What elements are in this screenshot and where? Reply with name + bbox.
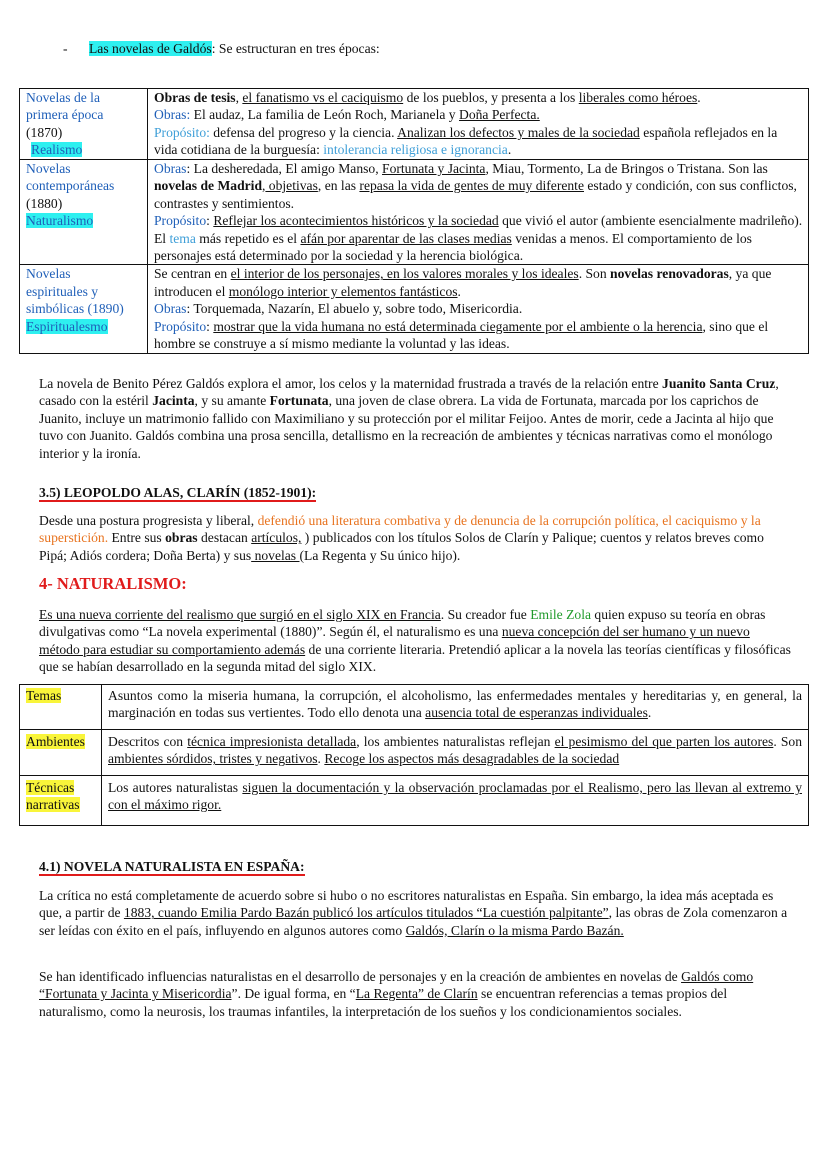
table-row — [20, 265, 809, 354]
period-line: simbólicas (1890) — [26, 301, 124, 317]
period-line: Novelas — [26, 161, 71, 176]
text-underlined: siguen la documentación y la observación proclamadas por el Realismo, pero las llevan al extremo y con el máximo rigor. — [108, 780, 802, 813]
text-green: Emile Zola — [530, 607, 592, 622]
fortunata-paragraph — [39, 375, 793, 462]
text: Desde una postura progresista y liberal, — [39, 513, 258, 528]
row-label-cell — [20, 685, 102, 730]
text-underlined: Reflejar los acontecimientos históricos y la sociedad — [213, 213, 499, 229]
table-row — [20, 89, 809, 160]
section-title: 4.1) NOVELA NATURALISTA EN ESPAÑA: — [39, 859, 305, 874]
text: Entre sus — [108, 530, 166, 546]
text: , sino que el hombre se construye a sí mismo mediante la voluntad y las ideas. — [154, 318, 769, 352]
text: , — [235, 90, 243, 105]
period-cell — [20, 89, 148, 160]
row-content-cell — [102, 730, 809, 776]
text: : — [206, 213, 214, 229]
text: La novela de Benito Pérez Galdós explora el amor, los celos y la maternidad frustrada a través de la relación entre — [39, 376, 663, 391]
text-underlined: monólogo interior y elementos fantásticos — [228, 283, 458, 299]
text-underlined: liberales como héroes — [578, 90, 698, 105]
movement-badge: Espiritualesmo — [26, 318, 108, 334]
text-underlined: novelas — [251, 547, 300, 563]
text: . — [457, 283, 461, 299]
text-bold: obras — [165, 530, 198, 546]
text: Los autores naturalistas — [108, 780, 243, 795]
obras-label: Obras — [154, 161, 187, 176]
period-line: contemporáneas — [26, 178, 115, 194]
text-underlined: La Regenta” de Clarín — [355, 986, 478, 1002]
obras-label: Obras: — [154, 107, 191, 123]
text: : La desheredada, El amigo Manso, — [186, 161, 383, 176]
text: : — [206, 318, 214, 334]
text: quien expuso su teoría en obras divulgativas como “La novela experimental (1880)”. Según él, el naturalismo es una — [39, 607, 766, 640]
text-bold: Jacinta — [152, 393, 195, 409]
text-bold: novelas de Madrid — [154, 178, 262, 194]
text-orange: defendió una literatura combativa y de denuncia de la corrupción política, el caciquismo y la superstición. — [39, 513, 761, 546]
text: . — [317, 751, 325, 767]
text-underlined: objetivas — [265, 178, 318, 194]
text-underlined: el pesimismo del que parten los autores — [554, 734, 774, 749]
ambientes-label: Ambientes — [26, 734, 85, 749]
proposito-label: Propósito — [154, 213, 207, 229]
bullet-dash: - — [63, 41, 68, 56]
galdos-highlight: Las novelas de Galdós — [89, 41, 212, 56]
text: de los pueblos, y presenta a los — [403, 90, 579, 105]
text: de una corriente literaria. Pretendió aplicar a la novela las teorías científicas y filosóficas que se habían desarrollado en la segunda mitad del siglo XIX. — [39, 641, 791, 675]
period-cell — [20, 265, 148, 354]
text: Descritos con — [108, 734, 188, 749]
text-underlined: Recoge los aspectos más desagradables de la sociedad — [324, 751, 620, 767]
text: ”. De igual forma, en “ — [231, 986, 356, 1002]
text: destacan — [197, 530, 252, 546]
proposito-label: Propósito: — [154, 124, 210, 140]
tecnicas-label: narrativas — [26, 797, 80, 813]
naturalismo-table — [19, 684, 809, 826]
text: ) publicados con los títulos Solos de Clarín y Palique; cuentos y relatos breves como Pipá; Adiós cordera; Doña Berta) y sus — [39, 530, 764, 563]
period-line: (1870) — [26, 124, 63, 140]
text-underlined: afán por aparentar de las clases medias — [300, 230, 512, 246]
period-description — [148, 89, 809, 160]
text-underlined: repasa la vida de gentes de muy diferente — [359, 178, 584, 194]
text: , las obras de Zola comenzaron a ser leídas con éxito en el país, influyendo en algunos autores como — [39, 905, 788, 938]
section-title: 3.5) LEOPOLDO ALAS, CLARÍN (1852-1901): — [39, 485, 317, 500]
text-underlined: Galdós como “Fortunata y Jacinta y Misericordia — [39, 969, 754, 1002]
text-underlined: Fortunata y Jacinta — [382, 161, 486, 176]
text: . — [507, 142, 512, 158]
text-underlined: ambientes sórdidos, tristes y negativos — [108, 751, 318, 767]
text: , una joven de clase obrera. La vida de Fortunata, marcada por los caprichos de Juanito, incluye un matrimonio fallido con Maximiliano y su protección por el militar Feijoo. Antes de morir, cede a Jacinta al hijo que tuvo con Juanito. Galdós combina una prosa sencilla, detallismo en la recreación de ambientes y técnicas narrativas como el monólogo interior y la ironía. — [39, 393, 774, 461]
espana-paragraph-1 — [39, 887, 793, 939]
galdos-intro-bullet — [63, 40, 380, 57]
text: , — [262, 178, 266, 194]
text-bold: Juanito Santa Cruz — [662, 376, 776, 391]
text: , ya que introducen el — [154, 266, 772, 299]
table-row — [20, 730, 809, 776]
text: se encuentran referencias a temas propios del naturalismo, como la neurosis, los traumas infantiles, la interpretación de los sueños y los condicionamientos sociales. — [39, 986, 728, 1019]
text-underlined: Doña Perfecta. — [459, 107, 540, 123]
clarin-heading — [39, 484, 316, 501]
text-underlined: ausencia total de esperanzas individuales — [425, 705, 648, 721]
espana-paragraph-2 — [39, 968, 793, 1020]
row-content-cell — [102, 685, 809, 730]
table-row — [20, 685, 809, 730]
text: Asuntos como la miseria humana, la corrupción, el alcoholismo, las enfermedades mentales y hereditarias y, en general, la marginación en todas sus vertientes. Todo ello denota una — [108, 688, 802, 721]
naturalismo-paragraph — [39, 606, 793, 676]
text: estado y condición, con sus conflictos, contrastes y sentimientos. — [154, 178, 797, 211]
text: . — [697, 90, 701, 105]
espana-heading — [39, 858, 305, 875]
naturalismo-heading: 4- NATURALISMO: — [39, 574, 187, 593]
text: (La Regenta y Su único hijo). — [299, 547, 461, 563]
text: defensa del progreso y la ciencia. — [209, 124, 398, 140]
galdos-periods-table — [19, 88, 809, 354]
text-blue: tema — [169, 230, 196, 246]
period-description — [148, 160, 809, 265]
text-underlined: el interior de los personajes, en los valores morales y los ideales — [230, 266, 579, 282]
text: española reflejados en la vida cotidiana de la burguesía: — [154, 124, 778, 158]
text: , en las — [317, 178, 360, 194]
table-row — [20, 160, 809, 265]
text: , los ambientes naturalistas reflejan — [356, 734, 555, 749]
period-line: (1880) — [26, 195, 63, 211]
text-blue: intolerancia religiosa e ignorancia — [323, 142, 508, 158]
text: más repetido es el — [195, 230, 301, 246]
text: , casado con la estéril — [39, 376, 779, 409]
text: : Torquemada, Nazarín, El abuelo y, sobre todo, Misericordia. — [186, 301, 523, 317]
text-underlined: Analizan los defectos y males de la sociedad — [397, 124, 640, 140]
period-line: primera época — [26, 107, 104, 123]
tecnicas-label: Técnicas — [26, 780, 75, 795]
movement-badge: Realismo — [31, 142, 83, 158]
text-underlined: mostrar que la vida humana no está determinada ciegamente por el ambiente o la herencia — [213, 318, 703, 334]
text-underlined: el fanatismo vs el caciquismo — [242, 90, 404, 105]
text: , Miau, Tormento, La de Bringos o Tristana. Son las — [485, 161, 768, 176]
text: venidas a menos. El comportamiento de los personajes está determinado por la sociedad y la herencia biológica. — [154, 230, 752, 264]
text-underlined: 1883, cuando Emilia Pardo Bazán publicó los artículos titulados “La cuestión palpitante” — [123, 905, 609, 921]
movement-badge: Naturalismo — [26, 213, 94, 229]
row-content-cell — [102, 776, 809, 826]
text: . Su creador fue — [440, 607, 531, 622]
text-underlined: Galdós, Clarín o la misma Pardo Bazán. — [405, 922, 624, 938]
clarin-paragraph — [39, 512, 793, 564]
text-bold: Obras de tesis — [154, 90, 236, 105]
text: que vivió el autor (ambiente esencialmente madrileño). El — [154, 213, 803, 246]
period-line: Novelas de la — [26, 90, 100, 105]
row-label-cell — [20, 730, 102, 776]
text-bold: novelas renovadoras — [610, 266, 729, 282]
text-underlined: técnica impresionista detallada — [187, 734, 357, 749]
galdos-intro-text: : Se estructuran en tres épocas: — [211, 41, 380, 56]
text-underlined: Es una nueva corriente del realismo que surgió en el siglo XIX en Francia — [39, 607, 441, 622]
row-label-cell — [20, 776, 102, 826]
table-row — [20, 776, 809, 826]
text: El audaz, La familia de León Roch, Marianela y — [190, 107, 459, 123]
text: La crítica no está completamente de acuerdo sobre si hubo o no escritores naturalistas en España. Sin embargo, la idea más aceptada es que, a partir de — [39, 888, 774, 921]
text: . Son — [773, 734, 802, 749]
period-line: espirituales y — [26, 283, 99, 299]
text: . — [647, 705, 652, 721]
text: Se centran en — [154, 266, 231, 282]
text-underlined: artículos, — [251, 530, 302, 546]
text-underlined: nueva concepción del ser humano y un nuevo método para estudiar su comportamiento además — [39, 624, 750, 657]
text-bold: Fortunata — [269, 393, 329, 409]
period-line: Novelas — [26, 266, 71, 282]
text: , y su amante — [194, 393, 270, 409]
text: Se han identificado influencias naturalistas en el desarrollo de personajes y en la creación de ambientes en novelas de — [39, 969, 682, 984]
temas-label: Temas — [26, 688, 62, 703]
obras-label: Obras — [154, 301, 187, 317]
period-cell — [20, 160, 148, 265]
period-description — [148, 265, 809, 354]
text: . Son — [578, 266, 611, 282]
proposito-label: Propósito — [154, 318, 207, 334]
